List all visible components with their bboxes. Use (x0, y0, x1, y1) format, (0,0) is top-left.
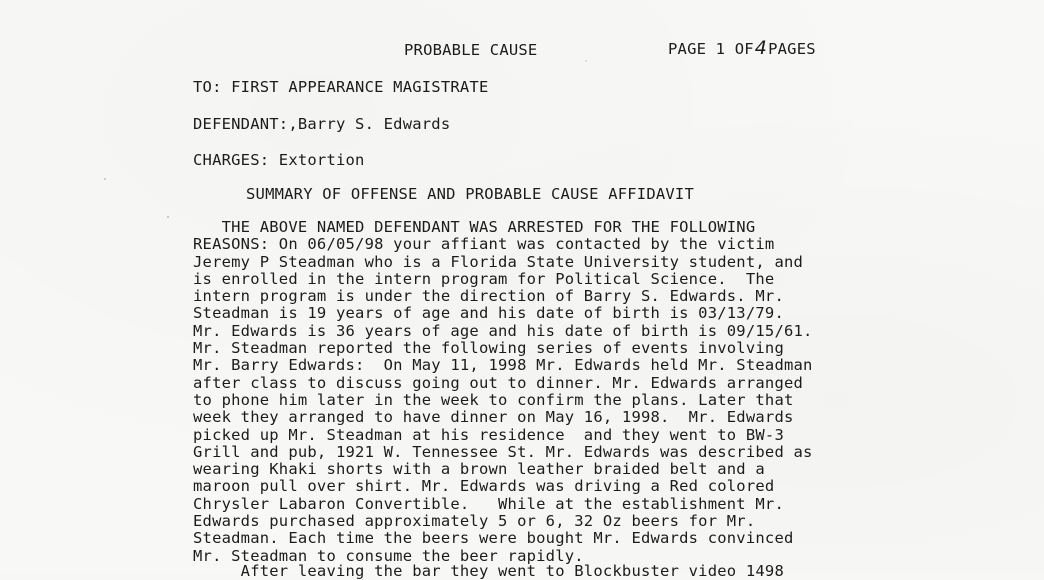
body-line: Jeremy P Steadman who is a Florida State University student, and (193, 252, 804, 271)
body-line: Mr. Edwards is 36 years of age and his date of birth is 09/15/61. (193, 321, 813, 340)
body-line: Steadman is 19 years of age and his date of birth is 03/13/79. (193, 304, 784, 323)
page-suffix: PAGES (768, 40, 816, 58)
body-line: after class to discuss going out to dinner. Mr. Edwards arranged (193, 373, 804, 392)
body-line: Edwards purchased approximately 5 or 6, 32 Oz beers for Mr. (193, 512, 756, 531)
scan-speck (167, 216, 169, 218)
document-title: PROBABLE CAUSE (404, 41, 538, 59)
body-line: picked up Mr. Steadman at his residence and they went to BW-3 (193, 425, 784, 444)
scan-speck (585, 60, 587, 62)
page-prefix: PAGE 1 OF (668, 40, 754, 58)
body-line: Mr. Barry Edwards: On May 11, 1998 Mr. Edwards held Mr. Steadman (193, 356, 813, 375)
body-line: REASONS: On 06/05/98 your affiant was contacted by the victim (193, 235, 775, 254)
recipient-line: TO: FIRST APPEARANCE MAGISTRATE (193, 78, 489, 96)
body-line: is enrolled in the intern program for Political Science. The (193, 269, 775, 288)
page-total-handwritten: 4 (754, 37, 768, 59)
charges-line: CHARGES: Extortion (193, 151, 365, 169)
body-line: Mr. Steadman reported the following series of events involving (193, 339, 784, 358)
body-line: Steadman. Each time the beers were bought Mr. Edwards convinced (193, 529, 794, 548)
body-line: Chrysler Labaron Convertible. While at the establishment Mr. (193, 494, 784, 513)
body-line: to phone him later in the week to confirm the plans. Later that (193, 390, 794, 409)
affidavit-body (193, 219, 973, 565)
defendant-line: DEFENDANT:,Barry S. Edwards (193, 115, 451, 133)
scan-speck (104, 178, 106, 180)
body-line: Grill and pub, 1921 W. Tennessee St. Mr. Edwards was described as (193, 442, 813, 461)
body-line: week they arranged to have dinner on May 16, 1998. Mr. Edwards (193, 408, 794, 427)
body-line: intern program is under the direction of Barry S. Edwards. Mr. (193, 287, 784, 306)
summary-heading: SUMMARY OF OFFENSE AND PROBABLE CAUSE AFFIDAVIT (246, 185, 694, 203)
body-line: Mr. Steadman to consume the beer rapidly. (193, 546, 584, 565)
body-line: wearing Khaki shorts with a brown leather braided belt and a (193, 460, 765, 479)
body-line: maroon pull over shirt. Mr. Edwards was driving a Red colored (193, 477, 775, 496)
body-line: THE ABOVE NAMED DEFENDANT WAS ARRESTED FOR THE FOLLOWING (193, 218, 756, 236)
page-count (668, 37, 816, 59)
body-line-cutoff: After leaving the bar they went to Blockbuster video 1498 (193, 562, 784, 580)
